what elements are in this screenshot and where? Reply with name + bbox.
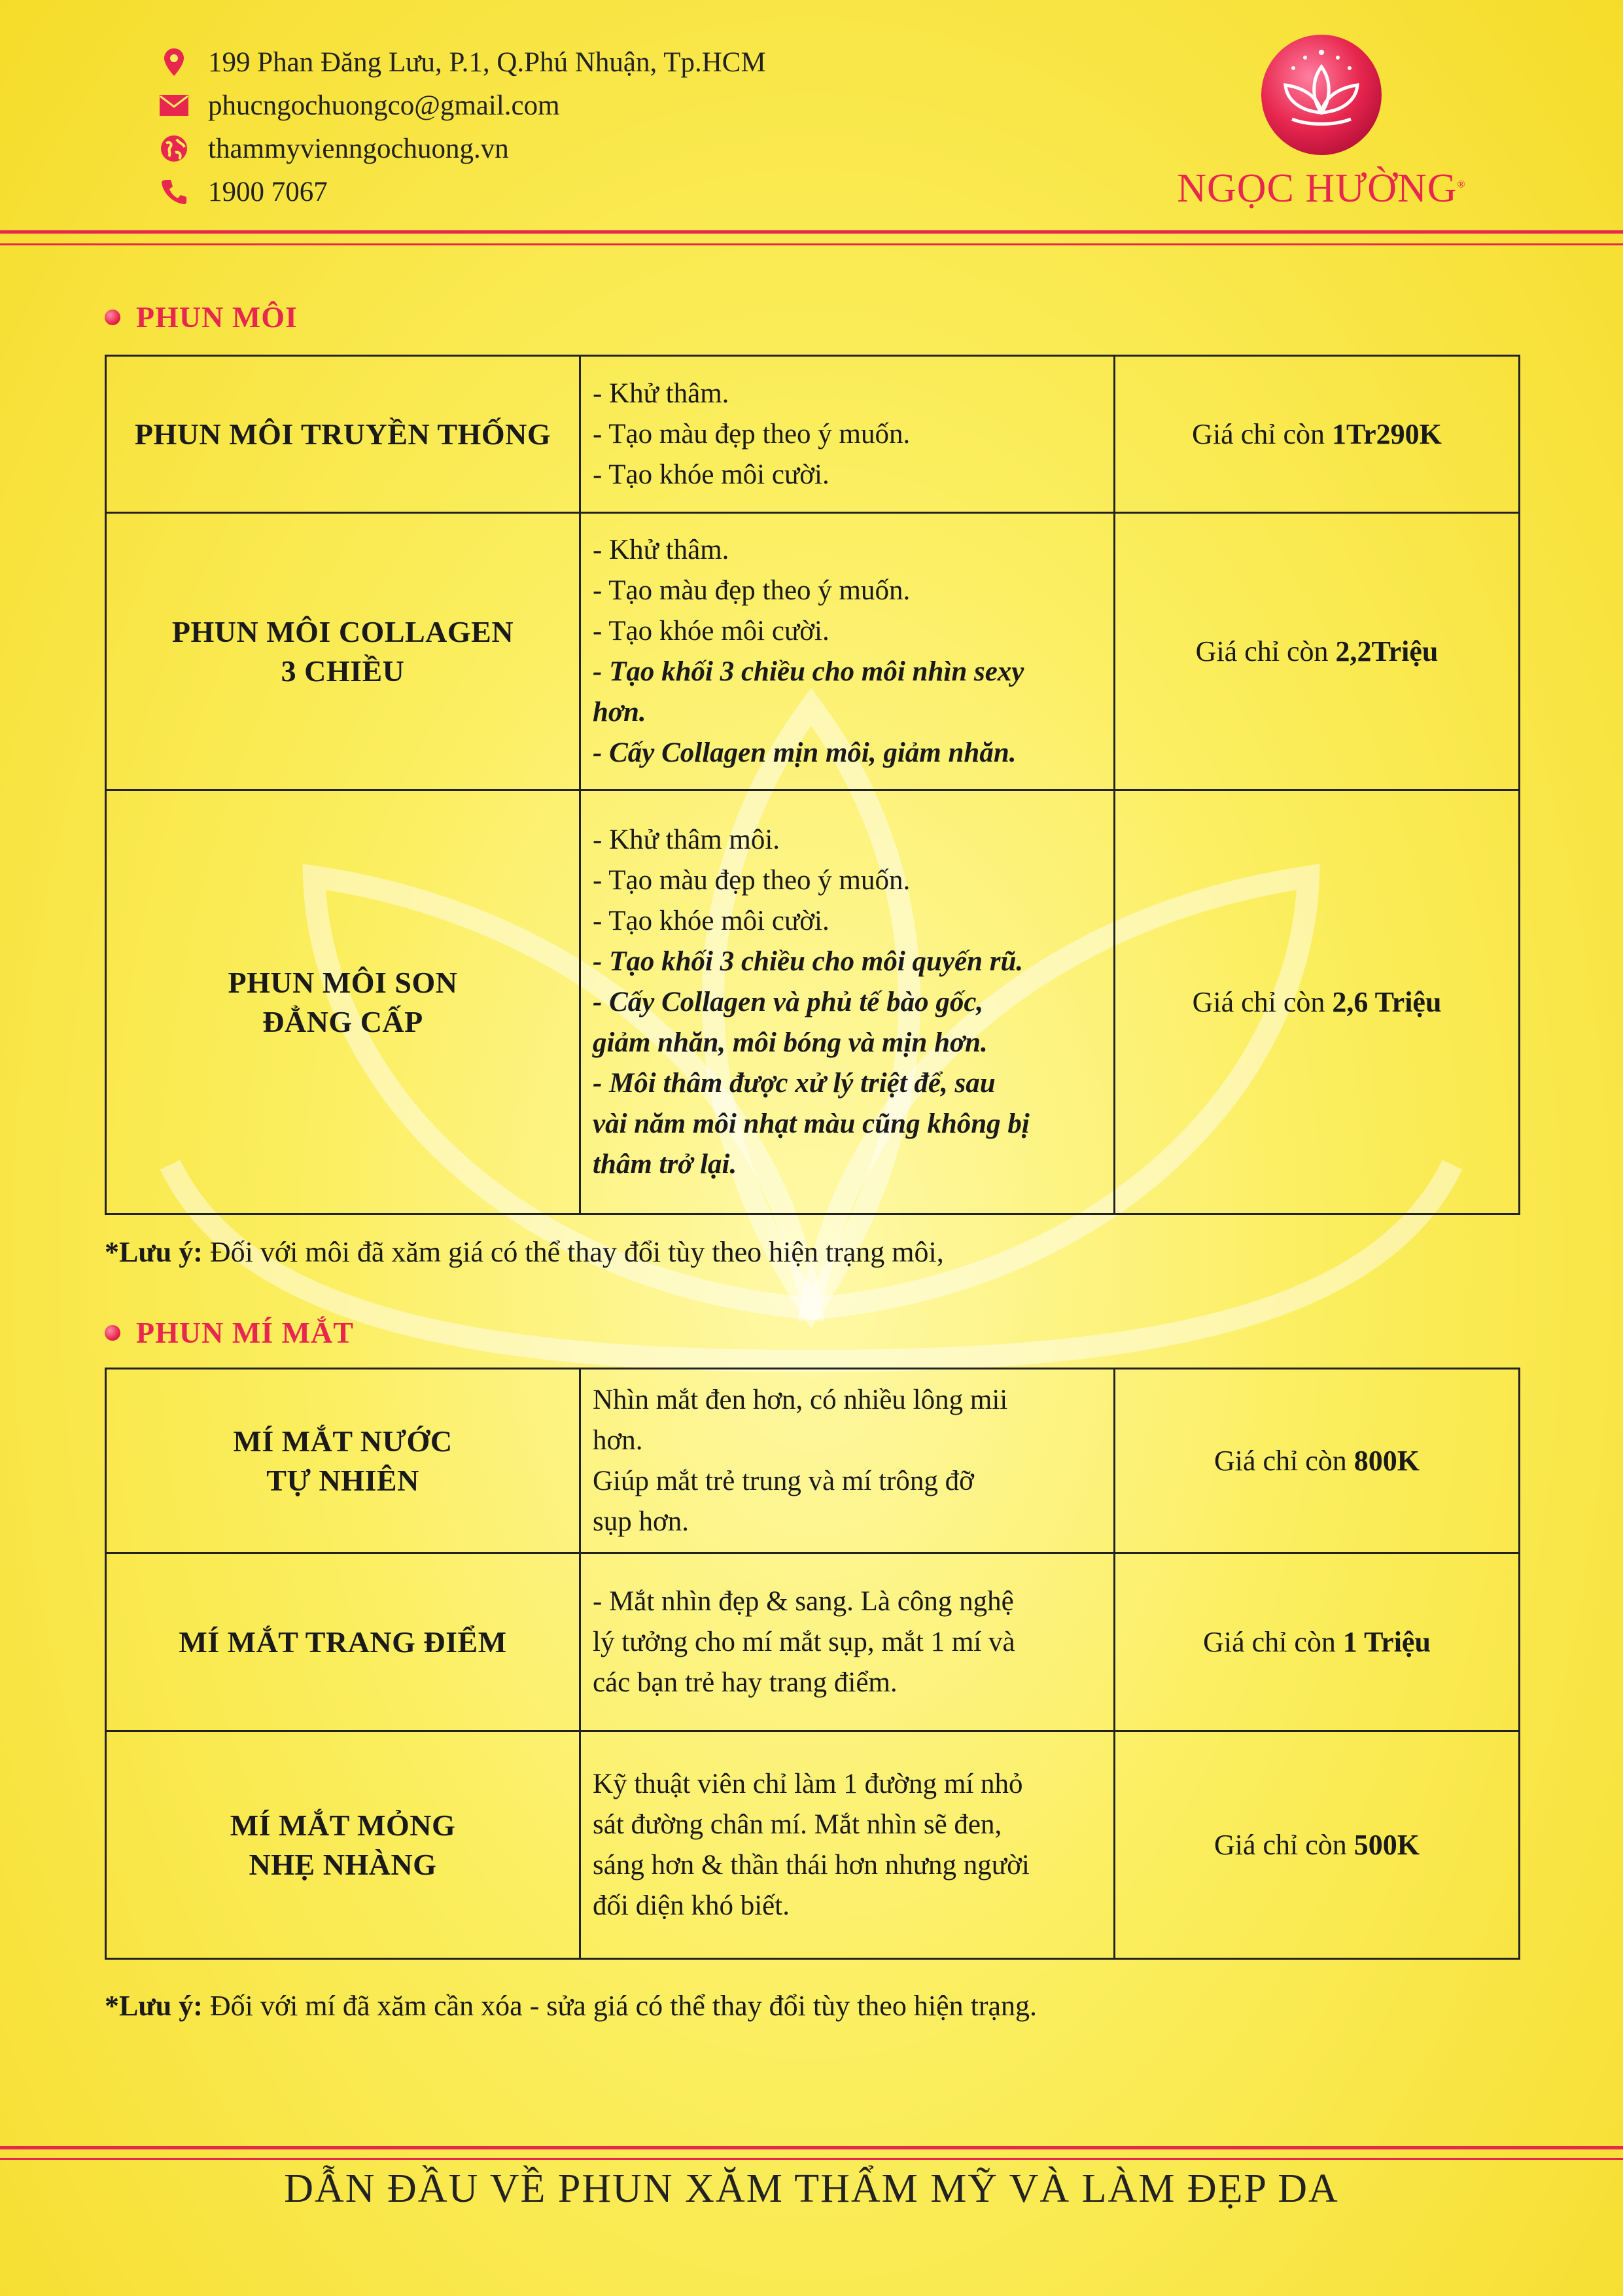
lip-section-heading: PHUN MÔI [105,300,298,334]
eye-services-table [105,1368,1520,1960]
brand-name: NGỌC HƯỜNG® [1177,166,1466,211]
service-description: - Mắt nhìn đẹp & sang. Là công nghệ lý tưởng cho mí mắt sụp, mắt 1 mí và các bạn trẻ hay trang điểm. [580,1553,1115,1731]
footer-divider-top [0,2146,1623,2149]
eye-note: *Lưu ý: Đối với mí đã xăm cần xóa - sửa giá có thể thay đổi tùy theo hiện trạng. [105,1990,1037,2022]
service-description: - Khử thâm. - Tạo màu đẹp theo ý muốn. - Tạo khóe môi cười. [580,356,1115,513]
table-row [106,1553,1520,1731]
service-name: MÍ MẮT TRANG ĐIỂM [106,1553,580,1731]
table-row [106,356,1520,513]
brand-logo [1151,33,1492,212]
address-row [157,41,766,84]
table-row [106,513,1520,790]
email-row[interactable] [157,84,766,127]
footer-slogan: DẪN ĐẦU VỀ PHUN XĂM THẨM MỸ VÀ LÀM ĐẸP DA [284,2166,1339,2211]
globe-icon [157,132,191,166]
website-row[interactable] [157,127,766,170]
website-link[interactable]: thammyvienngochuong.vn [208,133,509,164]
service-price: Giá chỉ còn 1Tr290K [1115,356,1520,513]
service-description: - Khử thâm. - Tạo màu đẹp theo ý muốn. - Tạo khóe môi cười. - Tạo khối 3 chiều cho môi nhìn sexy hơn. - Cấy Collagen mịn môi, giảm nhăn. [580,513,1115,790]
header-divider-top [0,230,1623,234]
service-price: Giá chỉ còn 500K [1115,1731,1520,1959]
header-divider-bottom [0,243,1623,245]
phone-icon [157,175,191,209]
service-name: PHUN MÔI TRUYỀN THỐNG [106,356,580,513]
service-price: Giá chỉ còn 800K [1115,1369,1520,1553]
envelope-icon [157,88,191,122]
service-name: PHUN MÔI COLLAGEN 3 CHIỀU [106,513,580,790]
phone-number[interactable]: 1900 7067 [208,176,328,207]
service-description: - Khử thâm môi. - Tạo màu đẹp theo ý muốn. - Tạo khóe môi cười. - Tạo khối 3 chiều cho môi quyến rũ. - Cấy Collagen và phủ tế bào gốc, giảm nhăn, môi bóng và mịn hơn. - Môi thâm được xử lý triệt để, sau vài năm môi nhạt màu cũng không bị thâm trở lại. [580,790,1115,1214]
service-name: PHUN MÔI SON ĐẲNG CẤP [106,790,580,1214]
service-price: Giá chỉ còn 1 Triệu [1115,1553,1520,1731]
service-name: MÍ MẮT NƯỚC TỰ NHIÊN [106,1369,580,1553]
bullet-dot-icon [105,309,120,325]
service-description: Kỹ thuật viên chỉ làm 1 đường mí nhỏ sát đường chân mí. Mắt nhìn sẽ đen, sáng hơn & thần thái hơn nhưng người đối diện khó biết. [580,1731,1115,1959]
phone-row[interactable] [157,170,766,213]
service-name: MÍ MẮT MỎNG NHẸ NHÀNG [106,1731,580,1959]
location-pin-icon [157,45,191,79]
lotus-logo-icon [1259,33,1384,157]
lip-note: *Lưu ý: Đối với môi đã xăm giá có thể thay đổi tùy theo hiện trạng môi, [105,1236,944,1268]
table-row [106,1731,1520,1959]
table-row [106,790,1520,1214]
eye-section-heading: PHUN MÍ MẮT [105,1315,354,1350]
footer-divider-bottom [0,2158,1623,2160]
service-price: Giá chỉ còn 2,2Triệu [1115,513,1520,790]
service-description: Nhìn mắt đen hơn, có nhiều lông mii hơn. Giúp mắt trẻ trung và mí trông đỡ sụp hơn. [580,1369,1115,1553]
lip-services-table [105,355,1520,1215]
address-text: 199 Phan Đăng Lưu, P.1, Q.Phú Nhuận, Tp.HCM [208,46,766,78]
contact-info [157,41,766,213]
email-link[interactable]: phucngochuongco@gmail.com [208,90,560,121]
bullet-dot-icon [105,1325,120,1341]
service-price: Giá chỉ còn 2,6 Triệu [1115,790,1520,1214]
table-row [106,1369,1520,1553]
